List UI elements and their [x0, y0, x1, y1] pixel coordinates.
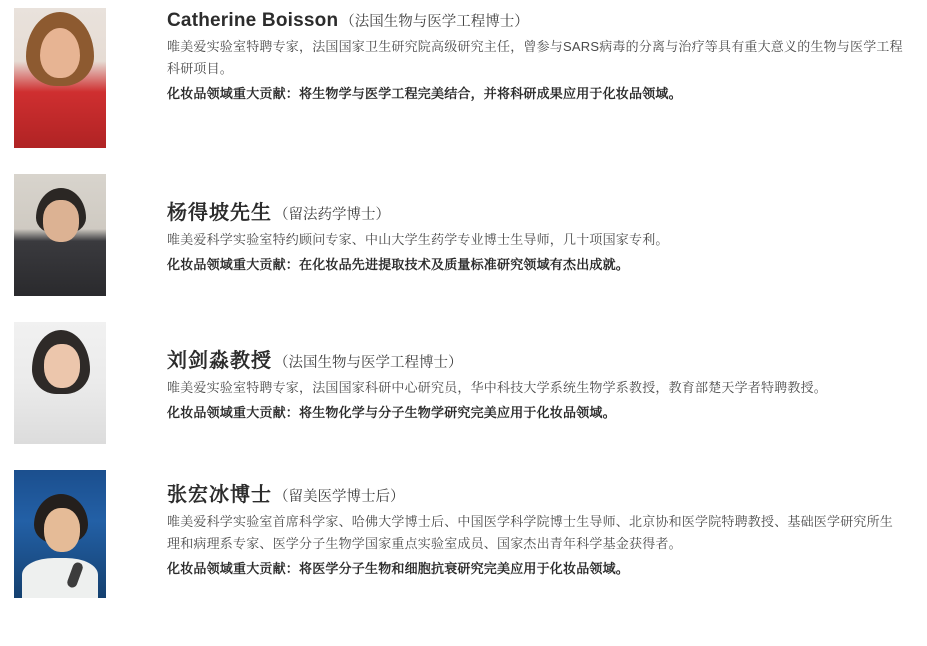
expert-details — [106, 470, 927, 581]
expert-photo — [14, 8, 106, 148]
expert-details — [106, 322, 927, 425]
expert-degree: （留法药学博士） — [274, 207, 390, 223]
expert-degree: （留美医学博士后） — [274, 489, 405, 505]
expert-name-line — [167, 478, 927, 507]
expert-name-line — [167, 10, 927, 32]
expert-name: 张宏冰博士 — [167, 484, 272, 506]
expert-name: 杨得坡先生 — [167, 202, 272, 224]
expert-entry — [0, 0, 927, 148]
expert-degree: （法国生物与医学工程博士） — [340, 14, 529, 30]
portrait-yang-depo-icon — [14, 174, 106, 296]
expert-entry — [0, 296, 927, 444]
expert-description: 唯美爱实验室特聘专家，法国国家科研中心研究员，华中科技大学系统生物学系教授，教育部楚天学者特聘教授。 — [167, 380, 828, 395]
expert-name: Catherine Boisson — [167, 10, 339, 31]
expert-contribution: 化妆品领域重大贡献：在化妆品先进提取技术及质量标准研究领域有杰出成就。 — [167, 257, 630, 272]
portrait-zhang-hongbing-icon — [14, 470, 106, 598]
shirt-shape — [22, 558, 98, 598]
expert-name-line — [167, 196, 927, 225]
expert-description: 唯美爱实验室特聘专家，法国国家卫生研究院高级研究主任，曾参与SARS病毒的分离与治疗等具有重大意义的生物与医学工程科研项目。 — [167, 39, 903, 76]
expert-description: 唯美爱科学实验室首席科学家、哈佛大学博士后、中国医学科学院博士生导师、北京协和医学院特聘教授、基础医学研究所生理和病理系专家、医学分子生物学国家重点实验室成员、国家杰出青年科学基金获得者。 — [167, 514, 894, 551]
expert-name-line — [167, 344, 927, 373]
expert-degree: （法国生物与医学工程博士） — [274, 355, 463, 371]
expert-name: 刘剑淼教授 — [167, 350, 272, 372]
expert-contribution: 化妆品领域重大贡献：将医学分子生物和细胞抗衰研究完美应用于化妆品领域。 — [167, 561, 630, 576]
expert-details — [106, 174, 927, 277]
portrait-liu-jianmiao-icon — [14, 322, 106, 444]
expert-photo — [14, 174, 106, 296]
expert-details — [106, 8, 927, 106]
expert-photo — [14, 322, 106, 444]
portrait-catherine-boisson-icon — [14, 8, 106, 148]
expert-entry — [0, 148, 927, 296]
expert-photo — [14, 470, 106, 598]
expert-entry — [0, 444, 927, 598]
expert-contribution: 化妆品领域重大贡献：将生物化学与分子生物学研究完美应用于化妆品领域。 — [167, 405, 616, 420]
expert-description: 唯美爱科学实验室特约顾问专家、中山大学生药学专业博士生导师，几十项国家专利。 — [167, 232, 669, 247]
expert-contribution: 化妆品领域重大贡献：将生物学与医学工程完美结合，并将科研成果应用于化妆品领域。 — [167, 86, 682, 101]
